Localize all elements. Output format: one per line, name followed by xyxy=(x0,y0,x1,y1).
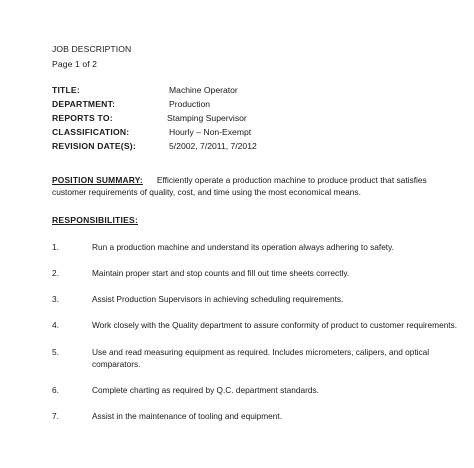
item-number: 4. xyxy=(52,320,59,330)
field-department xyxy=(52,99,452,110)
field-label: TITLE: xyxy=(52,85,80,95)
field-value: Production xyxy=(169,99,211,109)
document-title: JOB DESCRIPTION xyxy=(52,44,132,54)
field-value: Machine Operator xyxy=(169,85,238,95)
summary-text: Efficiently operate a production machine to produce product that satisfies customer requirements of quality, cost, and time using the most economical means. xyxy=(52,175,427,197)
item-text: Use and read measuring equipment as required. Includes micrometers, calipers, and optical comparators. xyxy=(92,347,430,369)
field-revision-dates xyxy=(52,141,452,152)
field-value: 5/2002, 7/2011, 7/2012 xyxy=(169,141,257,151)
field-label: REVISION DATE(S): xyxy=(52,141,136,151)
field-label: DEPARTMENT: xyxy=(52,99,116,109)
page-indicator: Page 1 of 2 xyxy=(52,59,98,69)
field-value: Stamping Supervisor xyxy=(167,113,247,123)
item-text: Work closely with the Quality department to assure conformity of product to customer requirements. xyxy=(92,320,458,330)
item-number: 6. xyxy=(52,385,59,395)
field-value: Hourly – Non-Exempt xyxy=(169,127,252,137)
item-text: Complete charting as required by Q.C. department standards. xyxy=(92,385,319,395)
field-label: CLASSIFICATION: xyxy=(52,127,130,137)
item-text: Run a production machine and understand its operation always adhering to safety. xyxy=(92,242,394,252)
field-title xyxy=(52,85,452,96)
position-summary xyxy=(52,174,452,198)
item-number: 7. xyxy=(52,411,59,421)
item-text: Maintain proper start and stop counts and fill out time sheets correctly. xyxy=(92,268,350,278)
field-reports-to xyxy=(52,113,452,124)
item-number: 1. xyxy=(52,242,59,252)
item-number: 2. xyxy=(52,268,59,278)
summary-label: POSITION SUMMARY: xyxy=(52,175,143,185)
responsibilities-heading: RESPONSIBILITIES: xyxy=(52,215,139,225)
item-number: 3. xyxy=(52,294,59,304)
field-label: REPORTS TO: xyxy=(52,113,113,123)
item-number: 5. xyxy=(52,347,59,357)
field-classification xyxy=(52,127,452,138)
item-text: Assist in the maintenance of tooling and equipment. xyxy=(92,411,283,421)
item-text: Assist Production Supervisors in achieving scheduling requirements. xyxy=(92,294,344,304)
